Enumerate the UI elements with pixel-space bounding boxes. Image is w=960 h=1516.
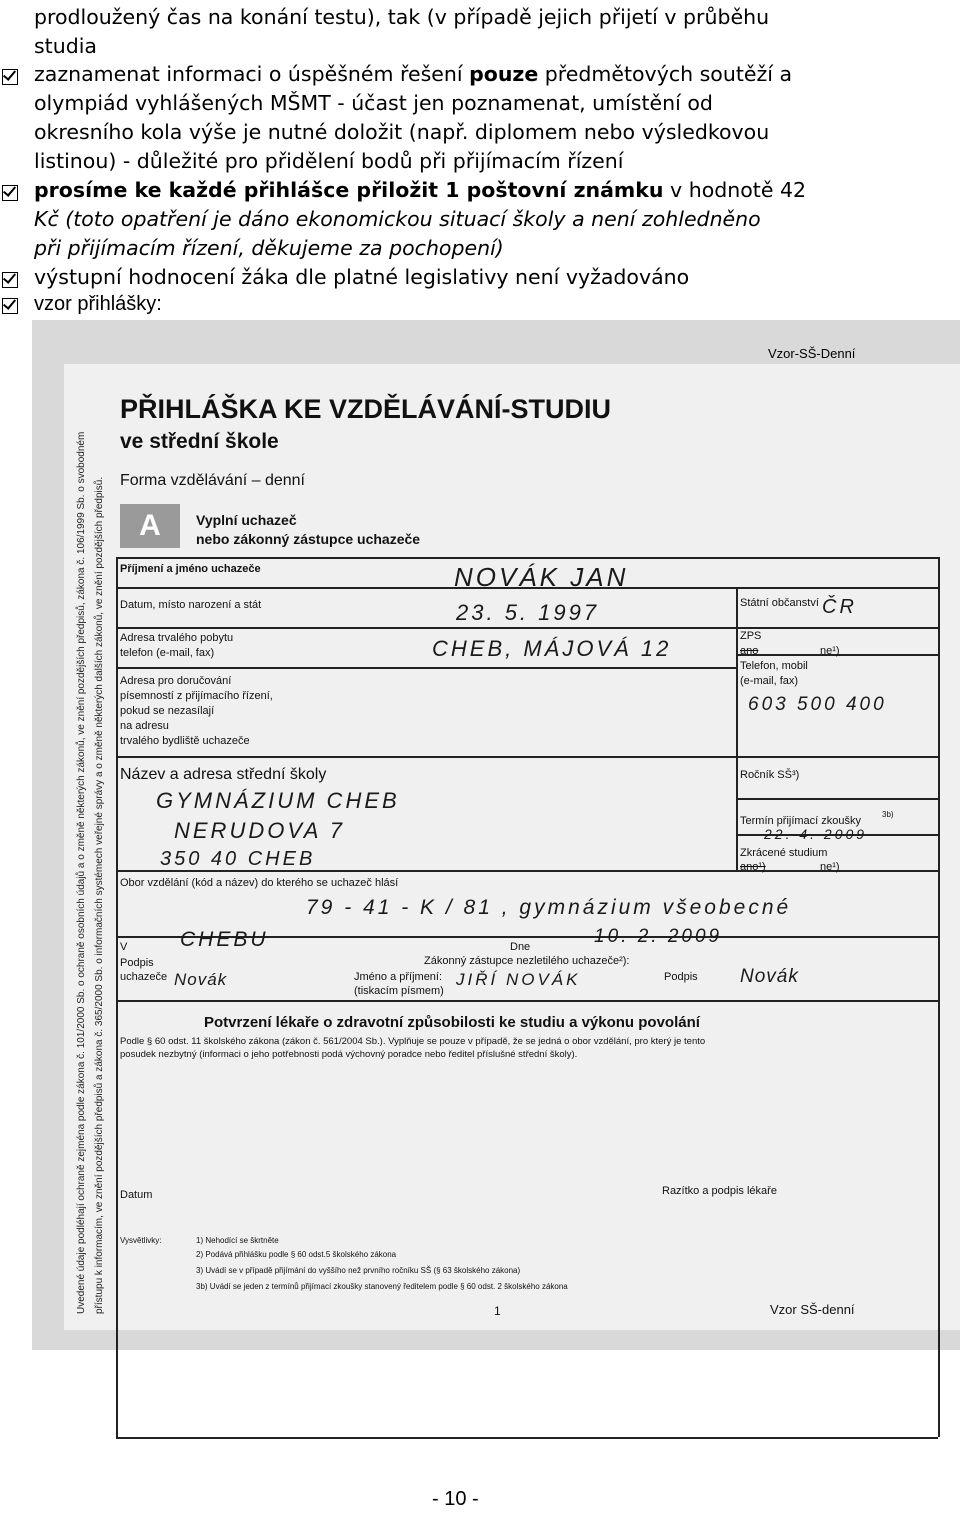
handwritten-field: 79 - 41 - K / 81 , gymnázium všeobecné [306, 896, 792, 919]
handwritten-citizenship: ČR [822, 596, 857, 618]
label-zps-no: ne¹) [820, 645, 840, 657]
legal-side-text: Uvedené údaje podléhají ochraně zejména podle zákona č. 101/2000 Sb. o ochraně osobních údajů a o změně některých zákonů, ve znění pozdějších předpisů, zákona č. 106/1999 Sb. o svobodném [76, 431, 87, 1314]
intro-line: zaznamenat informaci o úspěšném řešení pouze předmětových soutěží a [34, 62, 793, 86]
handwritten-guardian-signature: Novák [740, 966, 799, 987]
intro-line: okresního kola výše je nutné doložit (např. diplomem nebo výsledkovou [34, 120, 770, 144]
doctor-text: posudek nezbytný (informaci o jeho potřebnosti podá výchovný poradce nebo ředitel příslušné střední školy). [120, 1049, 578, 1060]
label-delivery: pokud se nezasílají [120, 705, 215, 717]
form-corner-label: Vzor-SŠ-Denní [768, 346, 856, 361]
label-address: telefon (e-mail, fax) [120, 647, 215, 659]
table-border [938, 557, 940, 1437]
label-signature: Podpis [120, 957, 154, 969]
intro-line: prodloužený čas na konání testu), tak (v případě jejich přijetí v průběhu [34, 5, 770, 29]
label-sign2: Podpis [664, 971, 698, 983]
intro-line: olympiád vyhlášených MŠMT - účast jen poznamenat, umístění od [34, 91, 713, 115]
handwritten-date: 10. 2. 2009 [594, 926, 723, 947]
label-birth: Datum, místo narození a stát [120, 599, 262, 611]
intro-line: výstupní hodnocení žáka dle platné legislativy není vyžadováno [34, 265, 690, 289]
form-type: Forma vzdělávání – denní [120, 472, 305, 489]
label-datum: Datum [120, 1189, 153, 1201]
label-applicant: uchazeče [120, 971, 168, 983]
legal-side-text: přístupu k informacím, ve znění pozdějších předpisů a zákona č. 365/2000 Sb. o informačních systémech veřejné správy a o změně některých dalších zákonů, ve znění pozdějších předpisů. [94, 476, 105, 1314]
label-exam-date: Termín přijímací zkoušky [740, 815, 862, 827]
table-border [116, 557, 938, 559]
label-address: Adresa trvalého pobytu [120, 632, 234, 644]
label-delivery: Adresa pro doručování [120, 675, 232, 687]
label-grade: Ročník SŠ³) [740, 769, 800, 781]
label-field: Obor vzdělání (kód a název) do kterého se uchazeč hlásí [120, 877, 399, 889]
handwritten-signature: Novák [174, 970, 228, 989]
table-border [116, 1437, 938, 1439]
label-school: Název a adresa střední školy [120, 766, 327, 783]
doctor-title: Potvrzení lékaře o zdravotní způsobilosti ke studiu a výkonu povolání [204, 1014, 700, 1031]
table-border [116, 1000, 938, 1002]
label-short-no: ne¹) [820, 861, 840, 873]
intro-line: vzor přihlášky: [34, 293, 162, 315]
note: 2) Podává přihlášku podle § 60 odst.5 školského zákona [196, 1250, 397, 1259]
table-border [736, 587, 738, 870]
checkbox-icon [2, 272, 18, 288]
checkbox-icon [2, 69, 18, 85]
handwritten-guardian-name: JIŘÍ NOVÁK [456, 970, 581, 989]
fill-instruction: Vyplní uchazeč [196, 512, 297, 528]
section-letter: A [120, 504, 180, 548]
note: 1) Nehodící se škrtněte [196, 1236, 279, 1245]
label-exam-sup: 3b) [882, 810, 894, 819]
table-border [116, 756, 938, 758]
handwritten-school: NERUDOVA 7 [174, 818, 346, 843]
label-print-name: Jméno a příjmení: [354, 971, 443, 983]
form-corner-label: Vzor SŠ-denní [770, 1302, 855, 1317]
form-subtitle: ve střední škole [120, 430, 279, 453]
label-delivery: na adresu [120, 720, 169, 732]
handwritten-school: 350 40 CHEB [160, 848, 316, 870]
notes-label: Vysvětlivky: [120, 1236, 162, 1245]
label-guardian: Zákonný zástupce nezletilého uchazeče²): [424, 955, 630, 967]
fill-instruction: nebo zákonný zástupce uchazeče [196, 531, 421, 547]
label-phone: Telefon, mobil [740, 660, 808, 672]
intro-line: prosíme ke každé přihlášce přiložit 1 poštovní známku v hodnotě 42 [34, 178, 807, 202]
label-zps-yes: ano [740, 645, 759, 657]
intro-line: při přijímacím řízení, děkujeme za pochopení) [34, 236, 504, 260]
intro-line: listinou) - důležité pro přidělení bodů při přijímacím řízení [34, 149, 624, 173]
label-citizenship: Státní občanství [740, 597, 819, 609]
label-delivery: písemností z přijímacího řízení, [120, 690, 273, 702]
checkbox-icon [2, 185, 18, 201]
note: 3) Uvádí se v případě přijímání do vyššího než prvního ročníku SŠ (§ 63 školského zákona) [196, 1266, 521, 1275]
handwritten-birth: 23. 5. 1997 [456, 600, 600, 625]
label-date: Dne [510, 941, 531, 953]
form-title: PŘIHLÁŠKA KE VZDĚLÁVÁNÍ-STUDIU [120, 394, 612, 424]
form-page-number: 1 [494, 1304, 501, 1318]
intro-line: studia [34, 34, 97, 58]
label-in: V [120, 941, 128, 953]
handwritten-exam-date: 22. 4. 2009 [764, 826, 868, 842]
intro-line: Kč (toto opatření je dáno ekonomickou situací školy a není zohledněno [34, 207, 761, 231]
application-form [64, 364, 960, 1330]
handwritten-name: NOVÁK JAN [454, 562, 629, 592]
note: 3b) Uvádí se jeden z termínů přijímací zkoušky stanovený ředitelem podle § 60 odst. 2 školského zákona [196, 1282, 568, 1291]
table-border [736, 798, 938, 800]
label-delivery: trvalého bydliště uchazeče [120, 735, 250, 747]
handwritten-place: CHEBU [180, 928, 269, 951]
label-stamp: Razítko a podpis lékaře [662, 1185, 777, 1197]
table-border [116, 667, 736, 669]
table-border [116, 627, 938, 629]
handwritten-school: GYMNÁZIUM CHEB [156, 788, 400, 813]
doctor-text: Podle § 60 odst. 11 školského zákona (zákon č. 561/2004 Sb.). Vyplňuje se pouze v případě, že se jedná o obor vzdělání, pro který je tento [120, 1036, 706, 1047]
page-number: - 10 - [432, 1488, 479, 1510]
label-shortened: Zkrácené studium [740, 847, 828, 859]
checkbox-icon [2, 298, 18, 314]
handwritten-address: CHEB, MÁJOVÁ 12 [432, 636, 672, 661]
label-zps: ZPS [740, 630, 762, 642]
label-phone: (e-mail, fax) [740, 675, 799, 687]
handwritten-phone: 603 500 400 [748, 694, 887, 715]
label-name: Příjmení a jméno uchazeče [120, 563, 261, 575]
table-border [116, 557, 118, 1437]
label-short-yes: ano¹) [740, 861, 766, 873]
label-print-name: (tiskacím písmem) [354, 985, 444, 997]
